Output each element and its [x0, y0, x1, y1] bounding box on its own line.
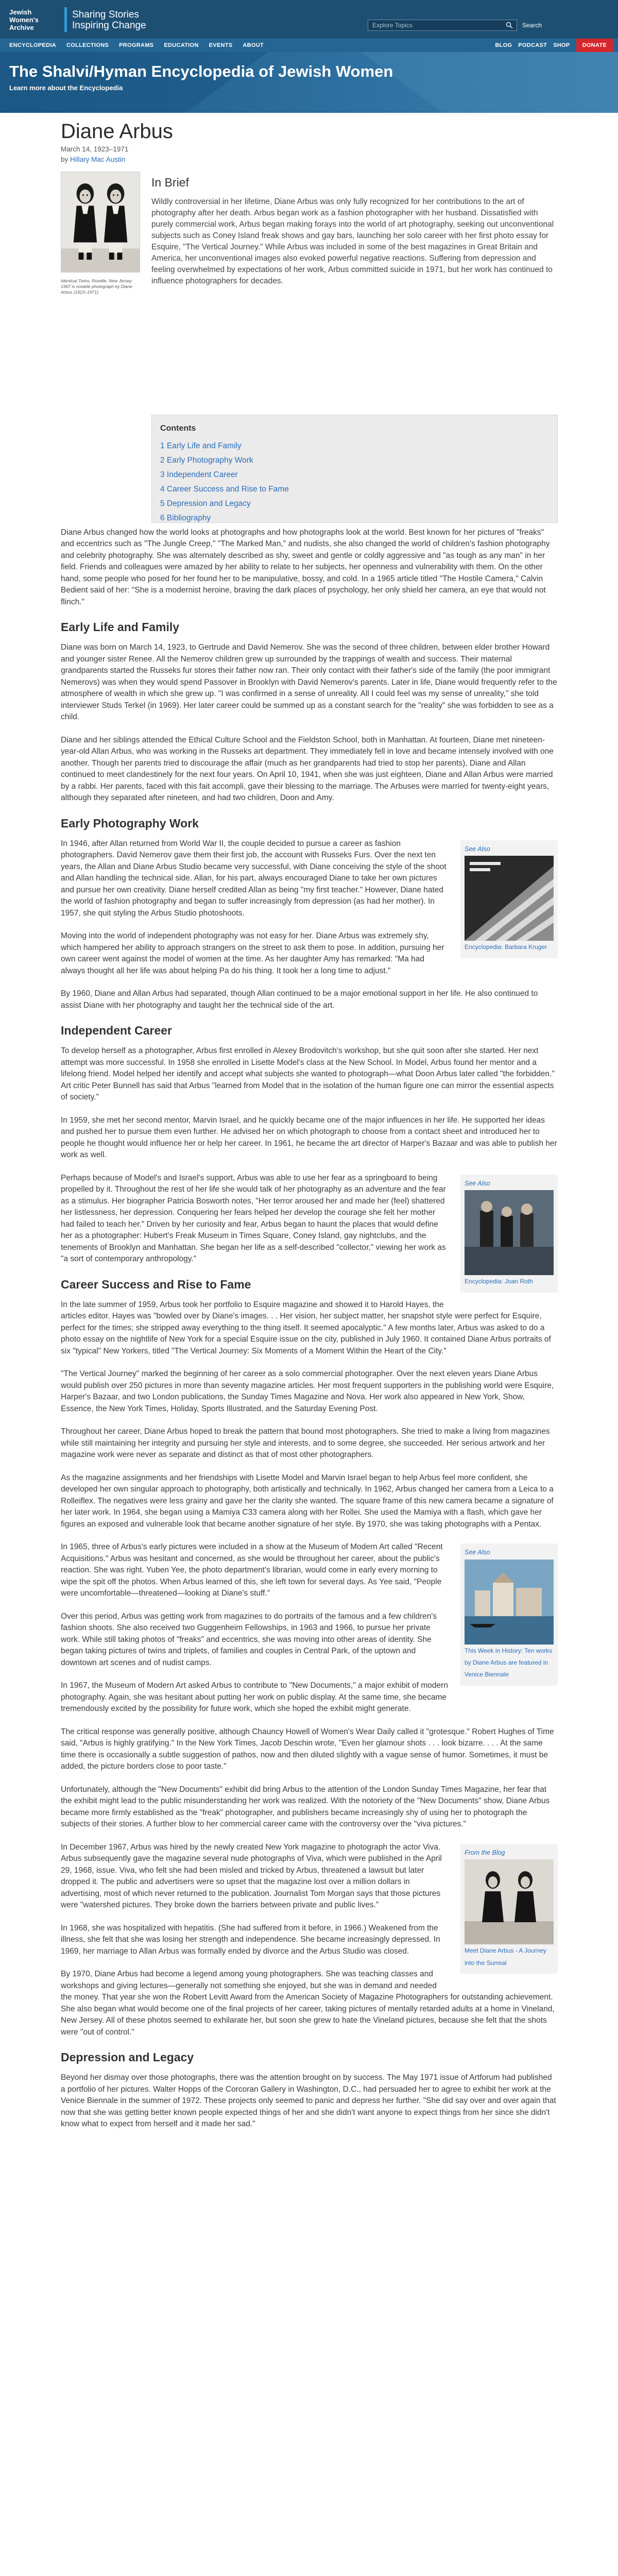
toc-link-career-success[interactable]: 4 Career Success and Rise to Fame	[160, 484, 289, 494]
site-logo[interactable]	[9, 8, 66, 31]
logo-divider	[64, 7, 67, 32]
paragraph: In 1965, three of Arbus's early pictures were included in a show at the Museum of Modern Art called "Recent Acquisitions." Arbus was hesitant and concerned, as she would be throughout her career, about the public's reaction. She was right. Yuben Yee, the photo department's librarian, would come in early every morning to wipe the spit off the photos. When Arbus learned of this, she left town for several days. As Yee said, "People were uncomfortable—threatened—looking at Diane's stuff."	[61, 1543, 443, 1598]
section-heading-career-success: Career Success and Rise to Fame	[61, 1277, 251, 1291]
see-also-box	[460, 1544, 558, 1686]
paragraph: Beyond her dismay over those photographs, there was the attention brought on by success. The May 1971 issue of Artforum had published a portfolio of her pictures. Walter Hopps of the Corcoran Gallery in Washington, D.C., had persuaded her to agree to exhibit her work at the Venice Biennale in the summer of 1972. These projects only seemed to panic and depress her further. "She did say over and over again that now that she was getting better known people expected things of her and she didn't want anyone to expect things from her since she didn't know what to expect from herself and it made her sad."	[61, 2073, 556, 2128]
toc-item	[160, 468, 549, 482]
donate-button[interactable]: DONATE	[576, 39, 613, 52]
see-also-box	[460, 840, 558, 958]
section-heading-depression-legacy: Depression and Legacy	[61, 2050, 194, 2064]
paragraph: The critical response was generally positive, although Chauncy Howell of Women's Wear Daily called it "grotesque." Robert Hughes of Time said, "Arbus is highly gratifying." In the New York Times, Jacob Deschin wrote, "Even her glamour shots . . . look bizarre. . . . At the same time there is occasionally a subtle suggestion of pathos, now and then diluted slightly with a vague sense of humor. Sometimes, it must be added, the picture borders close to poor taste."	[61, 1727, 554, 1771]
tagline-line-1: Sharing Stories	[72, 9, 139, 20]
photo-caption: Identical Twins, Roselle, New Jersey 1967 is notable photograph by Diane Arbus (1923–1971).	[61, 278, 132, 295]
paragraph: By 1970, Diane Arbus had become a legend among young photographers. She was teaching classes and workshops and giving lectures—generally not something she enjoyed, but she was in demand and needed the money. That year she won the Robert Levitt Award from the American Society of Magazine Photographers for outstanding achievement. She also began what would become one of the final projects of her career, taking pictures of mentally retarded adults at a home in Vineland, New Jersey. All of these photos seemed to exhilarate her, but soon she grew to hate the Vineland pictures, because she felt that the shots were "out of control."	[61, 1970, 555, 2037]
nav-shop[interactable]: SHOP	[553, 42, 570, 48]
paragraph: Diane was born on March 14, 1923, to Gertrude and David Nemerov. She was the second of three children, between elder brother Howard and younger sister Renee. All the Nemerov children grew up surrounded by the trappings of wealth and success. Their maternal grandparents started the Russeks fur stores their father now ran. Their only contact with their father's side of the family (the poor immigrant Nemerovs) was when they would spend Passover in Brooklyn with David Nemerov's parents. Later in life, Diane would frequently refer to the atmosphere of wealth in which she grew up. "I was confirmed in a sense of unreality. All I could feel was my sense of unreality," she told interviewer Studs Terkel (in 1969). Her later career could be summed up as a constant search for the "reality" she was forbidden to see as a child.	[61, 643, 557, 721]
article	[61, 120, 558, 2142]
blog-thumbnail[interactable]	[465, 1859, 554, 1944]
toc-link-independent-career[interactable]: 3 Independent Career	[160, 470, 238, 479]
in-brief-text: Wildly controversial in her lifetime, Diane Arbus was only fully recognized for her contributions to the art of photography after her death. Arbus began work as a fashion photographer with her husband. Dissatisfied with purely commercial work, Arbus began making forays into the world of art photography, seeking out unconventional subjects such as Coney Island freak shows and gay bars, launching her solo career with her first photo essay for Esquire, "The Vertical Journey." While Arbus was included in some of the best magazines in Great Britain and America, her unconventional images also evoked powerful negative reactions. Suffering from depression and feeling overwhelmed by expectations of her work, Arbus committed suicide in 1971, but her work has continued to influence photographers for decades.	[151, 197, 554, 285]
toc-heading: Contents	[160, 423, 196, 433]
article-title: Diane Arbus	[61, 120, 173, 143]
learn-more-link[interactable]: Learn more about the Encyclopedia	[9, 84, 123, 92]
toc-item	[160, 482, 549, 497]
paragraph: Over this period, Arbus was getting work from magazines to do portraits of the famous and a few children's fashion shoots. She also received two Guggenheim Fellowships, in 1963 and 1966, to pursue her private work. While still taking photos of "freaks" and eccentrics, she was moving into other areas of identity. She began taking pictures of twins and triplets, of families and couples in Central Park, of the uptown and downtown art scenes and of nudist camps.	[61, 1612, 437, 1667]
nav-education[interactable]: EDUCATION	[164, 42, 199, 48]
byline	[61, 155, 558, 165]
search-icon[interactable]	[506, 22, 513, 29]
toc-link-early-photography[interactable]: 2 Early Photography Work	[160, 455, 253, 465]
paragraph: Diane and her siblings attended the Ethical Culture School and the Fieldston School, both in Manhattan. At fourteen, Diane met nineteen-year-old Allan Arbus, who was working in the Russeks art department. They immediately fell in love and became intensely involved with one another. Though her parents tried to discourage the affair (much as her grandparents had tried to stop her parents), Diane and Allan continued to meet clandestinely for the next four years. On April 10, 1941, when she was just eighteen, Diane and Allan Arbus were married by a rabbi. Her parents, faced with this fait accompli, gave their blessing to the marriage. The Arbuses were married for twenty-eight years, although they separated after nineteen, and had two children, Doon and Amy.	[61, 735, 554, 802]
section-heading-early-life: Early Life and Family	[61, 620, 180, 634]
toc-list	[160, 439, 549, 526]
nav-events[interactable]: EVENTS	[209, 42, 233, 48]
toc-link-bibliography[interactable]: 6 Bibliography	[160, 513, 211, 522]
see-also-label: See Also	[465, 1549, 490, 1556]
nav-programs[interactable]: PROGRAMS	[119, 42, 154, 48]
twins-photo[interactable]	[61, 172, 140, 273]
table-of-contents	[151, 415, 558, 523]
tagline-line-2: Inspiring Change	[72, 20, 146, 31]
see-also-link[interactable]: This Week in History: Ten works by Diane Arbus are featured in Venice Biennale	[465, 1647, 553, 1679]
section-heading-independent-career: Independent Career	[61, 1024, 172, 1037]
search-button[interactable]: Search	[522, 20, 542, 31]
toc-item	[160, 511, 549, 526]
paragraph: In December 1967, Arbus was hired by the newly created New York magazine to photograph the actor Viva. Arbus subsequently gave the magazine several nude photographs of Viva, which were published in the April 29, 1968, issue. Viva, who felt she had been misled and tricked by Arbus, threatened a lawsuit but later dropped it. The public and advertisers were so upset that the magazine lost over a million dollars in advertising, most of which never returned to the publication. Journalist Tom Morgan says that those pictures were "watershed pictures. They broke down the barriers between private and public lives."	[61, 1842, 442, 1909]
paragraph: Unfortunately, although the "New Documents" exhibit did bring Arbus to the attention of the London Sunday Times Magazine, her fear that the exhibit might lead to the public misunderstanding her work was realized. With the notoriety of the "New Documents" show, Diane Arbus became more firmly established as the "freak" photographer, and publishers became increasingly shy of using her to photograph the subjects of their stories. A further blow to her commercial career came with the controversy over the "viva pictures."	[61, 1785, 550, 1828]
in-brief-section	[151, 174, 558, 287]
banner-title: The Shalvi/Hyman Encyclopedia of Jewish Women	[9, 62, 393, 80]
toc-link-depression-legacy[interactable]: 5 Depression and Legacy	[160, 499, 251, 508]
search-input[interactable]	[368, 20, 517, 31]
nav-blog[interactable]: BLOG	[495, 42, 512, 48]
byline-prefix: by	[61, 156, 68, 164]
life-dates: March 14, 1923–1971	[61, 145, 129, 153]
main-nav	[0, 39, 618, 52]
logo-line-1: Jewish	[9, 8, 32, 16]
nav-podcast[interactable]: PODCAST	[518, 42, 547, 48]
paragraph: As the magazine assignments and her friendships with Lisette Model and Marvin Israel began to help Arbus feel more confident, she developed her own singular approach to photography, both artistically and technically. In 1962, Arbus changed her camera from a Leica to a Rolleiflex. The negatives were less grainy and gave her the clarity she wanted. The square frame of this new camera became a signature of her later work. In 1964, she began using a Mamiya C33 camera along with her Rollei. She used the Mamiya with a flash, which gave her figures an exposed and vulnerable look that became another signature of her style. By 1970, she was taking photographs with a Pentax.	[61, 1473, 554, 1529]
paragraph: In 1967, the Museum of Modern Art asked Arbus to contribute to "New Documents," a major exhibit of modern photography. Again, she was hesitant about putting her work on public display. At the same time, she became tremendously excited by the possibility for future work, which she hoped the exhibit might generate.	[61, 1681, 448, 1713]
see-also-label: See Also	[465, 845, 490, 853]
see-also-link[interactable]: Encyclopedia: Barbara Kruger	[465, 943, 547, 951]
see-also-label: From the Blog	[465, 1849, 505, 1856]
paragraph: By 1960, Diane and Allan Arbus had separated, though Allan continued to be a major emotional support in her life. He also continued to assist Diane with her photography and taught her the technical side of the art.	[61, 989, 538, 1010]
article-body	[61, 527, 558, 2130]
paragraph: In 1946, after Allan returned from World War II, the couple decided to pursue a career as fashion photographers. David Nemerov gave them their first job, the account with Russeks Furs. Over the next ten years, the Allan and Diane Arbus Studio became very successful, with Diane conceiving the style of the shoot and Allan handling the technical side. Allan, for his part, always encouraged Diane to take her own pictures and pursue her own creativity. Diane herself credited Allan as being "my first teacher." However, Diane hated the world of fashion photography and began to suffer increasingly from depression (as had her mother). In 1957, she quit styling the Arbus Studio photoshoots.	[61, 839, 447, 918]
joan-roth-thumbnail[interactable]	[465, 1190, 554, 1275]
nav-left-group	[9, 39, 264, 52]
nav-about[interactable]: ABOUT	[243, 42, 264, 48]
logo-line-3: Archive	[9, 24, 34, 31]
paragraph: "The Vertical Journey" marked the beginning of her career as a solo commercial photographer. Over the next eleven years Diane Arbus would publish over 250 pictures in more than seventy magazine articles. Her most frequent supporters in the publishing world were Esquire, Harper's Bazaar, and two London publications, the Sunday Times Magazine and Nova. Her work also appeared in New York, Show, Essence, the New York Times, Holiday, Sports Illustrated, and the Saturday Evening Post.	[61, 1369, 554, 1413]
encyclopedia-banner	[0, 52, 618, 113]
nav-collections[interactable]: COLLECTIONS	[66, 42, 109, 48]
toc-item	[160, 497, 549, 511]
author-link[interactable]: Hillary Mac Austin	[70, 156, 126, 164]
paragraph: Perhaps because of Model's and Israel's support, Arbus was able to use her fear as a springboard to being propelled by it. Throughout the rest of her life she would talk of her photography as an adventure and the fear as a stimulus. Her biographer Patricia Bosworth notes, "Her terror aroused her and made her (feel) shattered her listlessness, her depression. Conquering her fears helped her develop the courage she felt her mother had failed to teach her." Driven by her curiosity and fear, Arbus began to haunt the places that would define her as a photographer: Hubert's Freak Museum in Times Square, Coney Island, gay nightclubs, and the tenements of Brooklyn and Manhattan. She began her life as a self-described "collector," viewing her work as "a sort of contemporary anthropology."	[61, 1173, 446, 1263]
see-also-box	[460, 1175, 558, 1293]
article-intro-block	[61, 172, 558, 527]
paragraph: In the late summer of 1959, Arbus took her portfolio to Esquire magazine and showed it to Harold Hayes, the articles editor. Hayes was "bowled over by Diane's images. . . Her vision, her subject matter, her snapshot style were perfect for Esquire, perfect for the times; she stripped away everything to the thing itself. It seemed apocalyptic." A few months later, Arbus was asked to do a photo essay on the nightlife of New York for a special Esquire issue on the city, published in July 1960. It contained Diane Arbus portraits of six "typical" New Yorkers, titled "The Vertical Journey: Six Moments of a Moment Within the Heart of the City."	[61, 1300, 551, 1355]
banner-decoration	[0, 52, 618, 113]
toc-link-early-life[interactable]: 1 Early Life and Family	[160, 441, 242, 450]
paragraph: In 1968, she was hospitalized with hepatitis. (She had suffered from it before, in 1966.) Weakened from the illness, she felt that she was losing her strength and independence. She became increasingly depressed. In 1969, her marriage to Allan Arbus was formally ended by divorce and the Arbus Studio was closed.	[61, 1923, 440, 1956]
paragraph: In 1959, she met her second mentor, Marvin Israel, and he quickly became one of the major influences in her life. He supported her ideas and pushed her to pursue them even further. He advised her on which photograph to choose from a contact sheet and introduced her to people he thought would influence her or help her career. In 1961, he became the art director of Harper's Bazaar and was able to publish her work as well.	[61, 1115, 557, 1159]
venice-biennale-thumbnail[interactable]	[465, 1560, 554, 1645]
see-also-box	[460, 1844, 558, 1974]
toc-item	[160, 439, 549, 453]
in-brief-heading: In Brief	[151, 175, 189, 189]
logo-line-2: Women's	[9, 16, 39, 24]
see-also-label: See Also	[465, 1179, 490, 1187]
see-also-link[interactable]: Encyclopedia: Joan Roth	[465, 1278, 533, 1285]
toc-item	[160, 453, 549, 468]
paragraph: Moving into the world of independent photography was not easy for her. Diane Arbus was extremely shy, which hampered her ability to approach strangers on the street to ask them to pose. In addition, pursuing her own career went against the model of women at the time. As her daughter Amy has remarked: "Ma had always thought all her life was about helping Pa do his thing. It took her a long time to adjust."	[61, 931, 444, 975]
section-heading-early-photography: Early Photography Work	[61, 816, 199, 830]
site-tagline	[72, 9, 146, 31]
blog-link[interactable]: Meet Diane Arbus - A Journey into the Surreal	[465, 1947, 546, 1967]
nav-encyclopedia[interactable]: ENCYCLOPEDIA	[9, 42, 56, 48]
nav-right-group	[495, 39, 613, 52]
intro-paragraph: Diane Arbus changed how the world looks at photographs and how photographs look at the world. Best known for her pictures of "freaks" and eccentrics such as "The Jungle Creep," "The Marked Man," and nudists, she also changed the world of children's fashion photography and celebrity photography. She was alternately described as shy, sweet and gentle or coldly aggressive and "as tough as any man" in her field. Friends and colleagues were amazed by her ability to relate to her subjects, her openness and vulnerability with them. On the other hand, some people who posed for her found her to be manipulative, bossy, and cold. In a 1965 article titled "The Hostile Camera," Calvin Bedient said of her: "She is a modernist heroine, braving the dark places of psychology, her only shield her camera, an eye that would not flinch."	[61, 528, 550, 606]
paragraph: Throughout her career, Diane Arbus hoped to break the pattern that bound most photographers. She tried to make a living from magazines while still maintaining her integrity and pursuing her style and interests, and to some degree, she succeeded. Her serious artwork and her magazine work were never as separate and distinct as that of most other photographers.	[61, 1427, 550, 1459]
site-header	[0, 0, 618, 39]
paragraph: To develop herself as a photographer, Arbus first enrolled in Alexey Brodovitch's workshop, but she quit soon after she started. Her next attempt was more successful. In 1958 she enrolled in Lisette Model's class at the New School. In Model, Arbus found her mentor and a lifelong friend. Model helped her identify and accept what subjects she wanted to photograph—what Doon Arbus later called "the forbidden." Art critic Peter Bunnell has said that Arbus "learned from Model that in the isolation of the human figure one can mirror the essential aspects of society."	[61, 1046, 555, 1101]
portrait-figure	[61, 172, 140, 295]
kruger-thumbnail[interactable]	[465, 856, 554, 941]
